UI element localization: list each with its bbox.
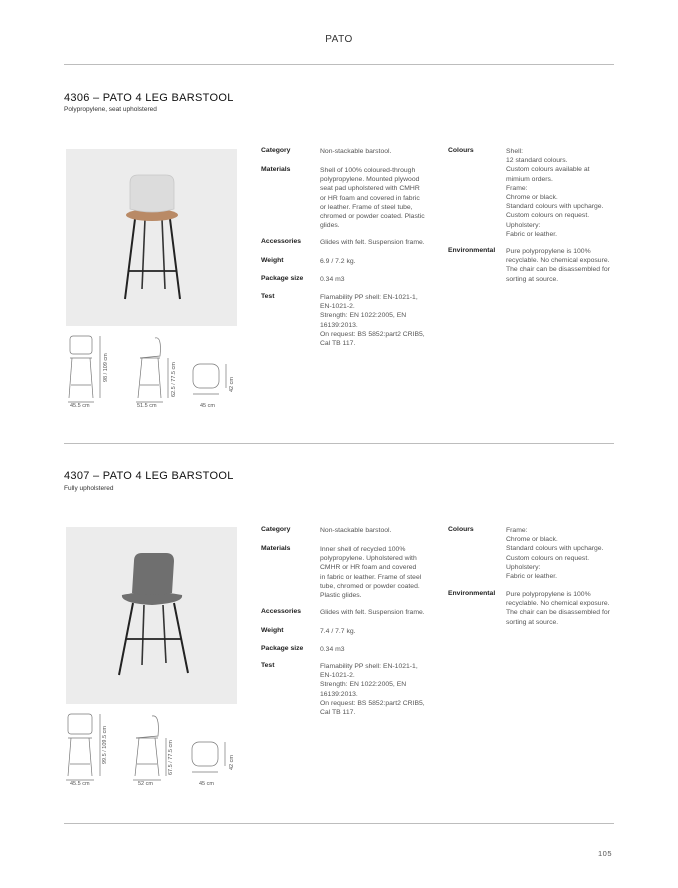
dim-top-width: 45 cm xyxy=(199,781,214,787)
product-title: 4307 – PATO 4 LEG BARSTOOL xyxy=(64,470,234,482)
spec-value-test: Flamability PP shell: EN-1021-1, EN-1021-2. Strength: EN 1022:2005, EN 16139:2013. On request: BS 5852:part2 CRIB5, Cal TB 117. xyxy=(320,663,425,717)
product-subtitle: Fully upholstered xyxy=(64,485,114,492)
spec-label-package: Package size xyxy=(261,645,304,652)
spec-label-category: Category xyxy=(261,147,291,154)
spec-label-weight: Weight xyxy=(261,627,284,634)
spec-value-category: Non-stackable barstool. xyxy=(320,148,392,155)
spec-value-accessories: Glides with felt. Suspension frame. xyxy=(320,609,425,616)
spec-label-accessories: Accessories xyxy=(261,608,302,615)
spec-label-category: Category xyxy=(261,526,291,533)
spec-value-weight: 7.4 / 7.7 kg. xyxy=(320,628,356,635)
barstool-grey-image xyxy=(66,527,237,704)
dim-seat-height: 62.5 / 77.5 cm xyxy=(171,362,177,397)
spec-value-colours: Shell: 12 standard colours. Custom colours available at mimium orders. Frame: Chrome or black. Standard colours with upcharge. Custom colours on request. Upholstery: Fabric or leather. xyxy=(506,148,604,238)
dim-front-height: 99.5 / 109.5 cm xyxy=(102,726,108,764)
dim-side-depth: 52 cm xyxy=(138,781,153,787)
dim-front-height: 98 / 109 cm xyxy=(103,353,109,382)
dim-side-depth: 51.5 cm xyxy=(137,403,157,409)
top-view-drawing xyxy=(192,742,225,772)
spec-value-package: 0.34 m3 xyxy=(320,646,345,653)
spec-value-category: Non-stackable barstool. xyxy=(320,527,392,534)
dim-top-depth: 42 cm xyxy=(229,755,235,770)
dim-front-width: 45.5 cm xyxy=(70,403,90,409)
side-view-drawing xyxy=(133,716,166,780)
spec-label-colours: Colours xyxy=(448,147,474,154)
dim-top-depth: 42 cm xyxy=(229,377,235,392)
front-view-drawing xyxy=(66,714,100,780)
spec-label-weight: Weight xyxy=(261,257,284,264)
spec-label-materials: Materials xyxy=(261,166,291,173)
spec-value-weight: 6.9 / 7.2 kg. xyxy=(320,258,356,265)
dimension-drawings xyxy=(60,708,260,788)
header-divider xyxy=(64,64,614,65)
section-divider xyxy=(64,443,614,444)
spec-label-colours: Colours xyxy=(448,526,474,533)
spec-label-environmental: Environmental xyxy=(448,247,496,254)
spec-value-accessories: Glides with felt. Suspension frame. xyxy=(320,239,425,246)
spec-label-materials: Materials xyxy=(261,545,291,552)
dim-seat-height: 67.5 / 77.5 cm xyxy=(168,740,174,775)
dim-front-width: 45.5 cm xyxy=(70,781,90,787)
spec-label-accessories: Accessories xyxy=(261,238,302,245)
front-view-drawing xyxy=(68,336,100,402)
spec-label-test: Test xyxy=(261,662,275,669)
product-title: 4306 – PATO 4 LEG BARSTOOL xyxy=(64,92,234,104)
side-view-drawing xyxy=(136,338,168,402)
product-subtitle: Polypropylene, seat upholstered xyxy=(64,106,157,113)
spec-value-colours: Frame: Chrome or black. Standard colours with upcharge. Custom colours on request. Upholstery: Fabric or leather. xyxy=(506,527,604,581)
dimension-drawings xyxy=(60,330,260,410)
dim-top-width: 45 cm xyxy=(200,403,215,409)
spec-value-environmental: Pure polypropylene is 100% recyclable. No chemical exposure. The chair can be disassembled for sorting at source. xyxy=(506,591,610,626)
top-view-drawing xyxy=(193,364,226,394)
product-photo xyxy=(66,527,237,704)
product-photo xyxy=(66,149,237,326)
spec-label-package: Package size xyxy=(261,275,304,282)
spec-label-test: Test xyxy=(261,293,275,300)
spec-label-environmental: Environmental xyxy=(448,590,496,597)
footer-divider xyxy=(64,823,614,824)
page-number: 105 xyxy=(597,849,612,858)
spec-value-environmental: Pure polypropylene is 100% recyclable. No chemical exposure. The chair can be disassembled for sorting at source. xyxy=(506,248,610,283)
spec-value-materials: Shell of 100% coloured-through polypropylene. Mounted plywood seat pad upholstered with CMHR or HR foam and covered in fabric or leather. Frame of steel tube, chromed or powder coated. Plastic glides. xyxy=(320,167,425,230)
page-title: PATO xyxy=(325,34,353,45)
spec-value-materials: Inner shell of recycled 100% polypropylene. Upholstered with CMHR or HR foam and covered in fabric or leather. Frame of steel tube, chromed or powder coated. Plastic glides. xyxy=(320,546,422,600)
barstool-white-image xyxy=(66,149,237,326)
spec-value-package: 0.34 m3 xyxy=(320,276,345,283)
spec-value-test: Flamability PP shell: EN-1021-1, EN-1021-2. Strength: EN 1022:2005, EN 16139:2013. On request: BS 5852:part2 CRIB5, Cal TB 117. xyxy=(320,294,425,348)
